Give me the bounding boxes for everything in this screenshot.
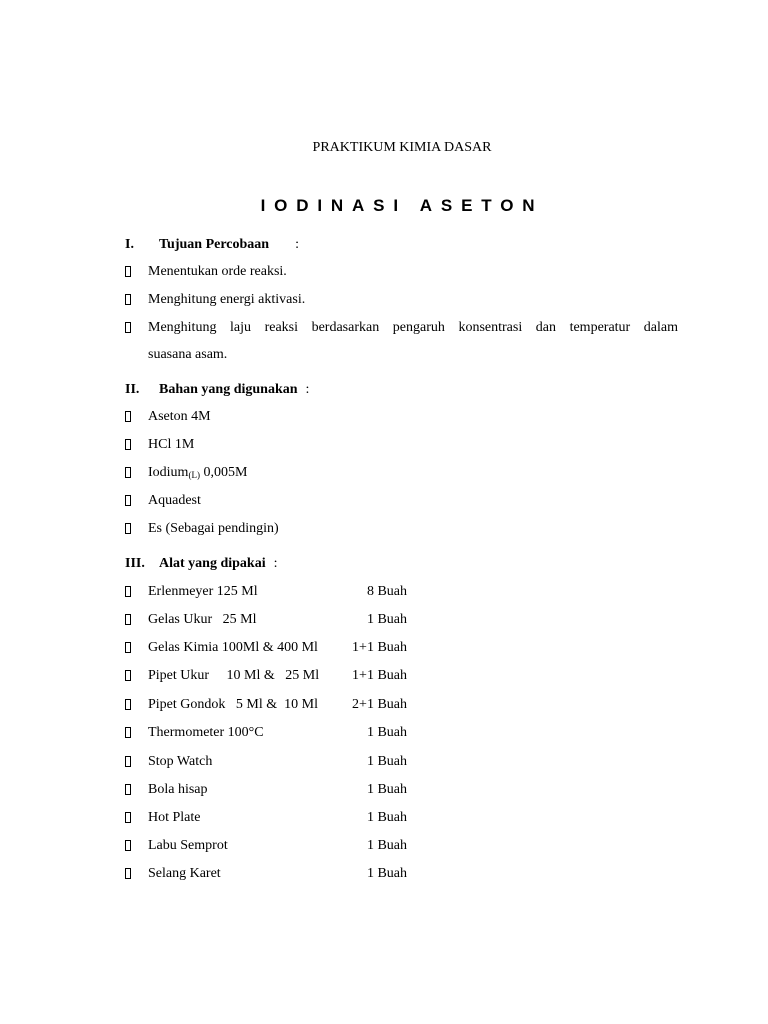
equipment-quantity: 1 Buah [366,612,407,627]
equipment-name: Pipet Ukur 10 Ml & 25 Ml [148,668,320,683]
equipment-name: Selang Karet [148,866,221,881]
bullet-icon [125,294,131,305]
equipment-quantity: 1+1 Buah [352,640,407,655]
list-item-text: Es (Sebagai pendingin) [148,521,279,536]
list-item-text: Menghitung laju reaksi berdasarkan pengaruh konsentrasi dan temperatur dalam [148,320,678,335]
bullet-icon [125,868,131,879]
document-header-title: PRAKTIKUM KIMIA DASAR [312,140,492,155]
bullet-icon [125,784,131,795]
bullet-icon [125,523,131,534]
section-title: Tujuan Percobaan [159,237,270,252]
bullet-icon [125,840,131,851]
equipment-quantity: 1 Buah [366,754,407,769]
iodium-subscript: (L) [188,470,200,480]
bullet-icon [125,699,131,710]
bullet-icon [125,614,131,625]
bullet-icon [125,467,131,478]
bullet-icon [125,642,131,653]
section-number: II. [125,382,140,397]
list-item-text: Aseton 4M [148,409,211,424]
section-number: I. [125,237,134,252]
equipment-name: Labu Semprot [148,838,228,853]
equipment-name: Stop Watch [148,754,213,769]
bullet-icon [125,495,131,506]
equipment-quantity: 1 Buah [366,838,407,853]
section-colon: : [273,556,278,571]
bullet-icon [125,586,131,597]
equipment-name: Erlenmeyer 125 Ml [148,584,258,599]
equipment-quantity: 1 Buah [366,725,407,740]
equipment-quantity: 1 Buah [366,782,407,797]
iodium-label: Iodium [148,465,189,480]
section-title: Bahan yang digunakan [159,382,298,397]
equipment-quantity: 2+1 Buah [352,697,407,712]
section-heading-tujuan [125,235,299,255]
bullet-icon [125,266,131,277]
section-colon: : [295,237,299,252]
list-item-text-continuation: suasana asam. [148,347,228,362]
bullet-icon [125,411,131,422]
list-item-text: Menentukan orde reaksi. [148,264,287,279]
equipment-name: Hot Plate [148,810,201,825]
section-heading-alat [125,554,277,574]
equipment-name: Pipet Gondok 5 Ml & 10 Ml [148,697,318,712]
bullet-icon [125,756,131,767]
list-item-text: Menghitung energi aktivasi. [148,292,306,307]
equipment-name: Thermometer 100°C [148,725,264,740]
list-item-text [148,463,247,485]
equipment-name: Gelas Kimia 100Ml & 400 Ml [148,640,318,655]
equipment-quantity: 8 Buah [366,584,407,599]
equipment-quantity: 1 Buah [366,810,407,825]
list-item-text: HCl 1M [148,437,195,452]
equipment-name: Bola hisap [148,782,208,797]
equipment-quantity: 1 Buah [366,866,407,881]
list-item-text: Aquadest [148,493,201,508]
section-colon: : [305,382,310,397]
section-heading-bahan [125,380,309,400]
equipment-quantity: 1+1 Buah [352,668,407,683]
document-main-title: IODINASI ASETON [260,196,544,215]
section-title: Alat yang dipakai [159,556,266,571]
section-number: III. [125,556,145,571]
equipment-name: Gelas Ukur 25 Ml [148,612,257,627]
bullet-icon [125,812,131,823]
iodium-concentration: 0,005M [199,465,248,480]
bullet-icon [125,439,131,450]
bullet-icon [125,727,131,738]
bullet-icon [125,670,131,681]
bullet-icon [125,322,131,333]
